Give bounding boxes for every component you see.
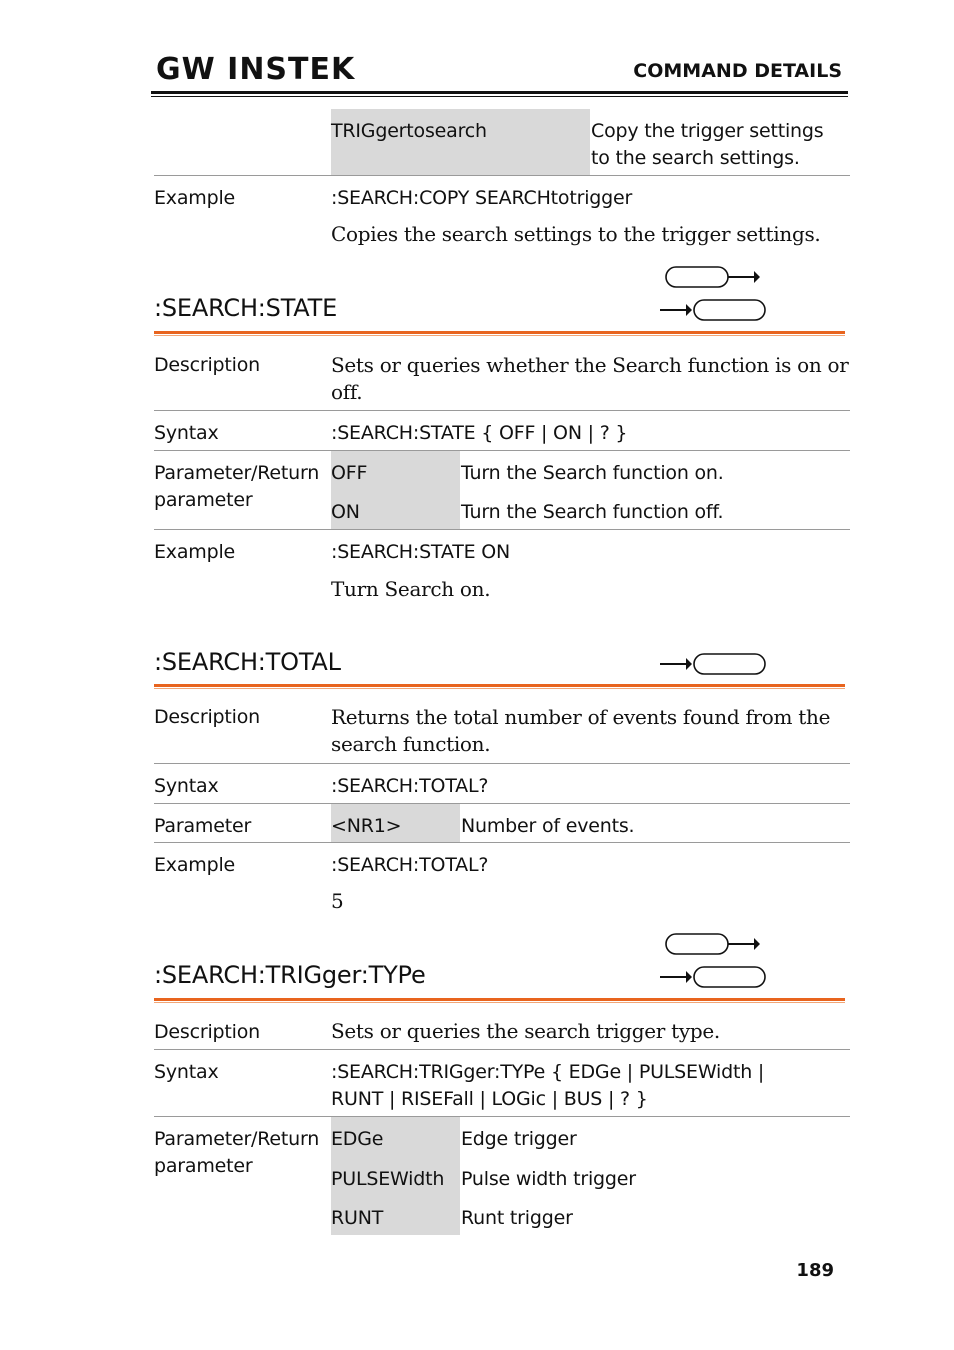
row-divider: [154, 842, 850, 843]
description-text: Sets or queries the search trigger type.: [331, 1019, 720, 1043]
parameter-label-line: parameter: [154, 1155, 253, 1177]
syntax-label: Syntax: [154, 422, 219, 444]
row-divider: [154, 763, 850, 764]
set-icon: [662, 264, 768, 288]
query-icon: [660, 651, 768, 677]
query-icon: [660, 964, 768, 990]
set-icon: [662, 931, 768, 955]
param-desc: Turn the Search function on.: [461, 462, 724, 484]
param-desc: Turn the Search function off.: [461, 501, 724, 523]
query-icon: [660, 297, 768, 323]
param-desc: Edge trigger: [461, 1128, 577, 1150]
syntax-label: Syntax: [154, 775, 219, 797]
description-line: Returns the total number of events found from the: [331, 705, 831, 729]
row-divider: [154, 410, 850, 411]
example-explanation: Copies the search settings to the trigger settings.: [331, 222, 821, 246]
description-text: [331, 352, 851, 406]
parameter-label: [154, 460, 319, 514]
example-label: Example: [154, 541, 236, 563]
param-name: EDGe: [331, 1128, 384, 1150]
description-line: Sets or queries whether the Search function is on or: [331, 353, 849, 377]
description-label: Description: [154, 1021, 261, 1043]
param-desc: Number of events.: [461, 815, 635, 837]
example-explanation: 5: [331, 889, 344, 913]
param-name: ON: [331, 501, 360, 523]
description-label: Description: [154, 706, 261, 728]
parameter-label-line: parameter: [154, 489, 253, 511]
section-title: :SEARCH:TRIGger:TYPe: [154, 961, 426, 989]
parameter-label: [154, 1126, 319, 1180]
description-line: off.: [331, 380, 363, 404]
param-name: PULSEWidth: [331, 1168, 445, 1190]
syntax-line: RUNT | RISEFall | LOGic | BUS | ? }: [331, 1088, 648, 1110]
description-label: Description: [154, 354, 261, 376]
header-rule: [151, 91, 848, 94]
description-text: [331, 704, 851, 758]
example-explanation: Turn Search on.: [331, 577, 491, 601]
row-divider: [154, 175, 850, 176]
section-rule: [154, 998, 845, 1001]
param-desc: [591, 118, 823, 172]
row-divider: [154, 450, 850, 451]
row-divider: [154, 529, 850, 530]
param-cell-shade: [331, 109, 590, 175]
param-name: RUNT: [331, 1207, 384, 1229]
description-line: search function.: [331, 732, 491, 756]
page-number: 189: [796, 1260, 834, 1281]
param-desc: Pulse width trigger: [461, 1168, 636, 1190]
section-title: :SEARCH:TOTAL: [154, 648, 341, 676]
syntax-value: [331, 1059, 764, 1113]
section-title: :SEARCH:STATE: [154, 294, 338, 322]
parameter-label: Parameter: [154, 815, 252, 837]
section-rule-thin: [154, 335, 845, 336]
syntax-label: Syntax: [154, 1061, 219, 1083]
param-name: OFF: [331, 462, 368, 484]
example-command: :SEARCH:COPY SEARCHtotrigger: [331, 187, 633, 209]
row-divider: [154, 803, 850, 804]
param-desc: Runt trigger: [461, 1207, 573, 1229]
syntax-line: :SEARCH:TRIGger:TYPe { EDGe | PULSEWidth |: [331, 1061, 765, 1083]
parameter-label-line: Parameter/Return: [154, 462, 320, 484]
example-command: :SEARCH:TOTAL?: [331, 854, 489, 876]
section-rule-thin: [154, 1002, 845, 1003]
param-desc-line: to the search settings.: [591, 147, 800, 169]
param-name: TRIGgertosearch: [331, 120, 487, 142]
example-label: Example: [154, 187, 236, 209]
syntax-value: :SEARCH:STATE { OFF | ON | ? }: [331, 422, 628, 444]
section-rule-thin: [154, 688, 845, 689]
header-rule-thin: [151, 96, 848, 97]
section-rule: [154, 331, 845, 334]
row-divider: [154, 1116, 850, 1117]
running-header: COMMAND DETAILS: [633, 60, 842, 82]
parameter-label-line: Parameter/Return: [154, 1128, 320, 1150]
example-label: Example: [154, 854, 236, 876]
section-rule: [154, 684, 845, 687]
example-command: :SEARCH:STATE ON: [331, 541, 511, 563]
param-name: <NR1>: [331, 815, 402, 837]
brand-logo: GW INSTEK: [156, 51, 356, 88]
syntax-value: :SEARCH:TOTAL?: [331, 775, 489, 797]
param-desc-line: Copy the trigger settings: [591, 120, 824, 142]
row-divider: [154, 1049, 850, 1050]
